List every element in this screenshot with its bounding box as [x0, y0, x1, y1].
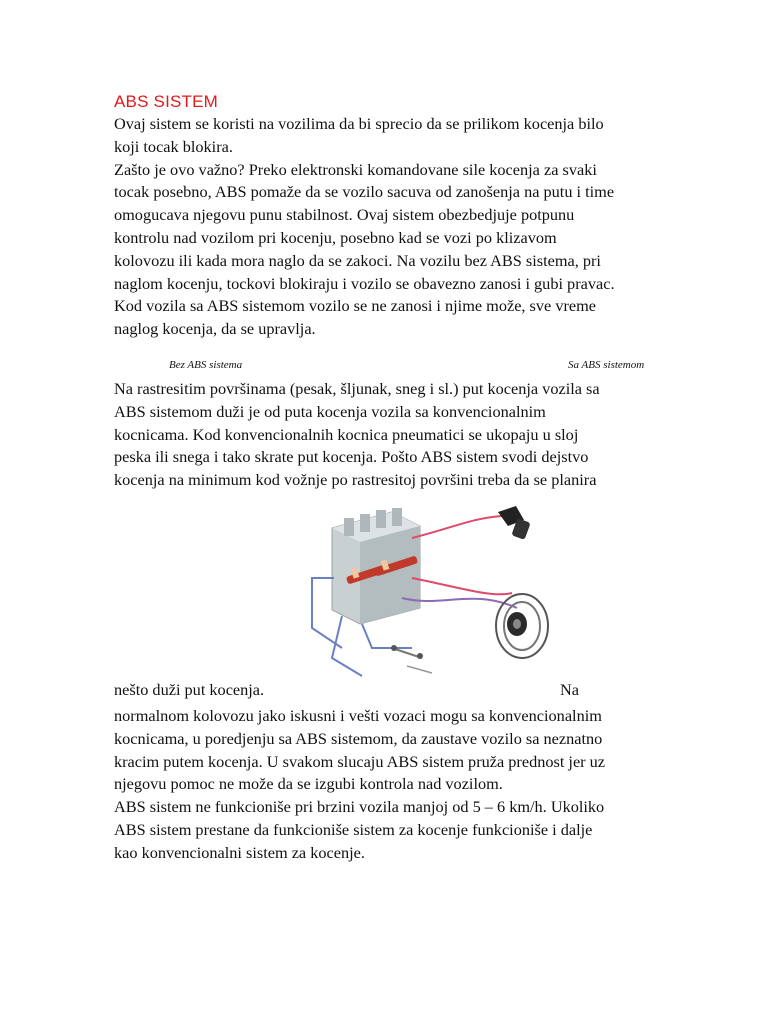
middle-line: Na rastresitim površinama (pesak, šljunak, sneg i sl.) put kocenja vozila sa — [114, 379, 600, 398]
intro-line: naglog kocenja, da se upravlja. — [114, 319, 316, 339]
document-title: ABS SISTEM — [114, 92, 219, 111]
abs-system-illustration — [302, 498, 570, 696]
wheel-speed-sensor — [498, 506, 531, 540]
split-line-right: Na — [560, 680, 579, 699]
intro-line: omogucava njegovu punu stabilnost. Ovaj sistem obezbedjuje potpunu — [114, 205, 575, 225]
middle-paragraph — [114, 378, 674, 492]
intro-line: Kod vozila sa ABS sistemom vozilo se ne zanosi i njime može, sve vreme — [114, 296, 597, 316]
hydraulic-unit — [332, 508, 420, 624]
middle-line: kocnicama. Kod konvencionalnih kocnica pneumatici se ukopaju u sloj — [114, 424, 579, 444]
intro-line: Zašto je ovo važno? Preko elektronski komandovane sile kocenja za svaki — [114, 159, 597, 179]
caption-without-abs: Bez ABS sistema — [169, 359, 243, 371]
intro-line: kontrolu nad vozilom pri kocenju, posebno kad se vozi po klizavom — [114, 227, 557, 247]
intro-paragraph — [114, 113, 674, 341]
middle-line: peska ili snega i tako skrate put kocenja. Pošto ABS sistem svodi dejstvo — [114, 447, 589, 467]
caption-with-abs: Sa ABS sistemom — [568, 359, 645, 371]
middle-line: ABS sistemom duži je od puta kocenja vozila sa konvencionalnim — [114, 401, 546, 421]
closing-line: ABS sistem ne funkcioniše pri brzini vozila manjoj od 5 – 6 km/h. Ukoliko — [114, 797, 605, 817]
closing-line: kocnicama, u poredjenju sa ABS sistemom, da zaustave vozilo sa neznatno — [114, 728, 603, 748]
split-line-left: nešto duži put kocenja. — [114, 680, 265, 699]
sensor-parts — [391, 645, 432, 673]
wheel-hub — [496, 594, 548, 658]
closing-line: kao konvencionalni sistem za kocenje. — [114, 842, 365, 862]
intro-line: kolovozu ili kada mora naglo da se zakoci. Na vozilu bez ABS sistema, pri — [114, 250, 601, 270]
intro-line: naglom kocenju, tockovi blokiraju i vozilo se obavezno zanosi i gubi pravac. — [114, 273, 615, 293]
intro-line: Ovaj sistem se koristi na vozilima da bi sprecio da se prilikom kocenja bilo — [114, 114, 604, 133]
closing-line: kracim putem kocenja. U svakom slucaju ABS sistem pruža prednost jer uz — [114, 751, 606, 771]
closing-line: njegovu pomoc ne može da se izgubi kontrola nad vozilom. — [114, 774, 503, 794]
middle-line: kocenja na minimum kod vožnje po rastresitoj površini treba da se planira — [114, 470, 597, 490]
intro-line: tocak posebno, ABS pomaže da se vozilo sacuva od zanošenja na putu i time — [114, 182, 615, 202]
closing-paragraph — [114, 705, 674, 865]
closing-line: ABS sistem prestane da funkcioniše sistem za kocenje funkcioniše i dalje — [114, 819, 593, 839]
closing-line: normalnom kolovozu jako iskusni i vešti vozaci mogu sa konvencionalnim — [114, 706, 602, 725]
intro-line: koji tocak blokira. — [114, 136, 233, 156]
